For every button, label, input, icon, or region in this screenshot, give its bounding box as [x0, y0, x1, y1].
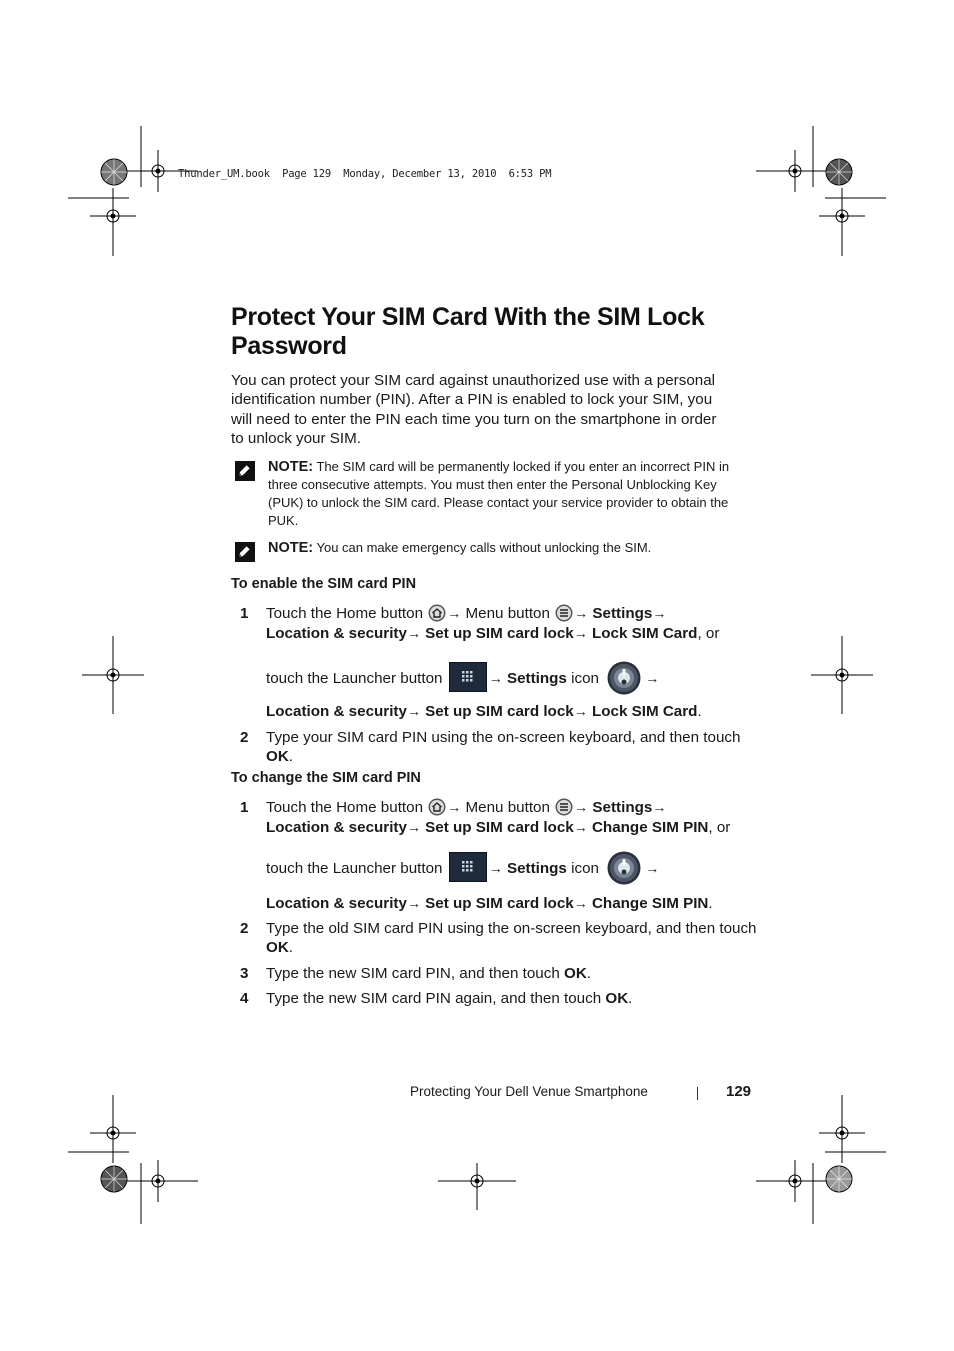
arrow: → [406, 703, 421, 719]
menu-path-settings: Settings [592, 799, 653, 816]
step-text: Type the new SIM card PIN again, and then touch [266, 990, 606, 1007]
settings-icon [607, 661, 641, 695]
step-text: . [288, 939, 294, 956]
note-body: You can make emergency calls without unlocking the SIM. [313, 540, 652, 555]
enable-step-2 [240, 728, 760, 767]
launcher-grid-icon [449, 662, 487, 692]
ok-label: OK [266, 748, 289, 765]
step-text: icon [566, 670, 599, 687]
menu-path-location-security: Location & security [266, 624, 407, 642]
step-text: Menu button [461, 605, 550, 622]
step-number: 2 [240, 728, 249, 746]
menu-path-set-up-sim-lock: Set up SIM card lock [425, 895, 574, 912]
enable-steps [240, 604, 760, 767]
step-text: Touch the Home button [266, 605, 424, 622]
home-button-icon [428, 798, 446, 816]
arrow: → [573, 624, 588, 641]
arrow: → [573, 703, 588, 719]
enable-heading: To enable the SIM card PIN [231, 576, 417, 592]
footer-section-title: Protecting Your Dell Venue Smartphone [410, 1084, 648, 1099]
arrow: → [645, 670, 660, 686]
ok-label: OK [266, 939, 289, 956]
step-text: , or [708, 818, 731, 836]
step-text: . [697, 703, 702, 720]
menu-path-set-up-sim-lock: Set up SIM card lock [425, 703, 574, 720]
note-pencil-icon [235, 461, 255, 481]
step-text: Type the old SIM card PIN using the on-screen keyboard, and then touch [266, 919, 757, 937]
step-text: Menu button [461, 799, 550, 816]
change-step-2 [240, 919, 760, 958]
arrow: → [652, 605, 667, 621]
intro-paragraph: You can protect your SIM card against unauthorized use with a personal identification number (PIN). After a PIN is enabled to lock your SIM, you will need to enter the PIN each time you turn on the smartphone in order to unlock your SIM. [231, 372, 717, 447]
step-text: icon [566, 860, 599, 877]
step-text: Touch the Home button [266, 799, 424, 816]
settings-label: Settings [506, 670, 567, 687]
step-number: 1 [240, 799, 249, 816]
page-title: Protect Your SIM Card With the SIM Lock Password [231, 303, 705, 360]
settings-label: Settings [506, 860, 567, 877]
note-label: NOTE: [268, 459, 314, 475]
arrow: → [488, 860, 503, 876]
step-number: 2 [240, 919, 249, 937]
settings-icon [607, 851, 641, 885]
menu-path-location-security: Location & security [266, 703, 407, 720]
footer-divider [697, 1087, 698, 1100]
step-text: , or [697, 624, 720, 642]
enable-step-1 [240, 604, 760, 722]
change-steps [240, 798, 760, 1009]
menu-path-lock-sim-card: Lock SIM Card [591, 703, 698, 720]
page-number: 129 [726, 1083, 752, 1100]
arrow: → [488, 670, 503, 686]
arrow: → [406, 818, 421, 835]
step-text: . [288, 748, 294, 765]
arrow: → [447, 605, 462, 621]
menu-path-change-sim-pin: Change SIM PIN [591, 895, 709, 912]
printer-header: Thunder_UM.book Page 129 Monday, December 13, 2010 6:53 PM [178, 168, 552, 180]
arrow: → [573, 818, 588, 835]
ok-label: OK [605, 990, 629, 1007]
arrow: → [574, 799, 589, 815]
arrow: → [447, 799, 462, 815]
change-step-1 [240, 798, 760, 914]
launcher-grid-icon [449, 852, 487, 882]
step-number: 3 [240, 964, 249, 982]
step-text: touch the Launcher button [266, 670, 443, 687]
ok-label: OK [564, 964, 587, 982]
menu-path-location-security: Location & security [266, 818, 407, 836]
step-number: 1 [240, 605, 249, 622]
change-heading: To change the SIM card PIN [231, 770, 421, 786]
step-text: Type the new SIM card PIN, and then touch [266, 964, 565, 982]
step-text: . [628, 990, 633, 1007]
arrow: → [645, 860, 660, 876]
menu-path-location-security: Location & security [266, 895, 407, 912]
menu-button-icon [555, 798, 573, 816]
menu-path-settings: Settings [592, 605, 653, 622]
note-text [268, 539, 748, 557]
arrow: → [574, 605, 589, 621]
step-text: . [708, 895, 713, 912]
change-step-3 [240, 964, 760, 984]
note-text [268, 458, 748, 530]
menu-path-lock-sim-card: Lock SIM Card [591, 624, 698, 642]
arrow: → [573, 895, 588, 911]
step-text: . [586, 964, 592, 982]
menu-path-change-sim-pin: Change SIM PIN [591, 818, 709, 836]
change-step-4 [240, 989, 760, 1009]
note-pencil-icon [235, 542, 255, 562]
note-body: The SIM card will be permanently locked if you enter an incorrect PIN in three consecutive attempts. You must then enter the Personal Unblocking Key (PUK) to unlock the SIM card. Please contact your service provider to obtain the PUK. [268, 459, 730, 528]
arrow: → [406, 895, 421, 911]
step-text: touch the Launcher button [266, 860, 443, 877]
menu-path-set-up-sim-lock: Set up SIM card lock [425, 818, 574, 836]
step-text: Type your SIM card PIN using the on-screen keyboard, and then touch [266, 728, 741, 746]
menu-path-set-up-sim-lock: Set up SIM card lock [425, 624, 574, 642]
note-label: NOTE: [268, 540, 314, 556]
menu-button-icon [555, 604, 573, 622]
step-number: 4 [240, 990, 249, 1007]
home-button-icon [428, 604, 446, 622]
arrow: → [652, 799, 667, 815]
arrow: → [406, 624, 421, 641]
